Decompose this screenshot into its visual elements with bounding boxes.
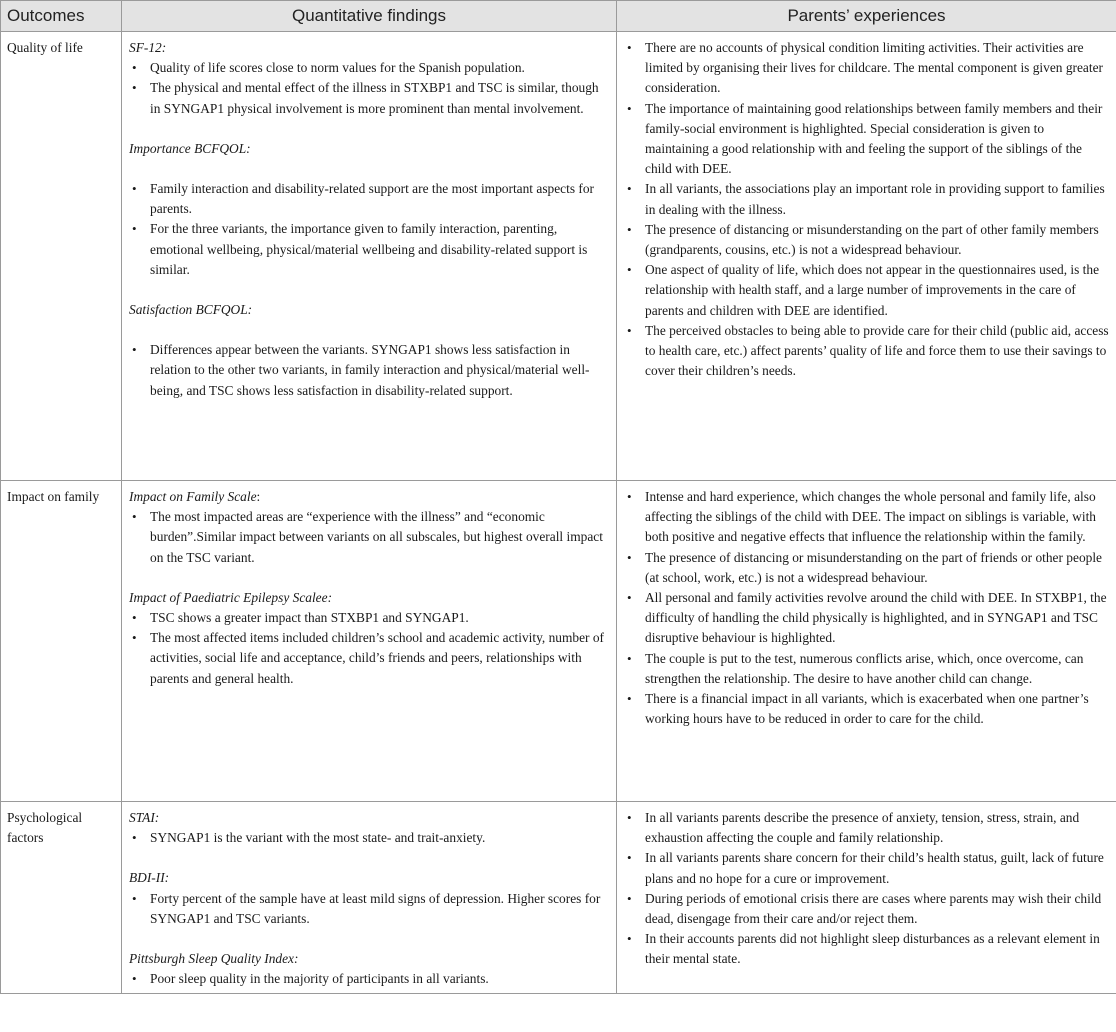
list-item: • The perceived obstacles to being able to provide care for their child (public aid, access to health care, etc.) affect parents’ quality of life and force them to use their savings to cover their children’s needs.: [645, 321, 1110, 382]
list-item: • The presence of distancing or misunderstanding on the part of friends or other people (at school, work, etc.) is not a widespread behaviour.: [645, 548, 1110, 588]
quantitative-cell: [122, 802, 617, 994]
table-row: [1, 481, 1116, 802]
list-item: • Differences appear between the variants. SYNGAP1 shows less satisfaction in relation to the other two variants, in family interaction and physical/material well-being, and TSC shows less satisfaction in disability-related support.: [150, 340, 610, 401]
list-item: • In all variants parents describe the presence of anxiety, tension, stress, strain, and exhaustion affecting the couple and family relationship.: [645, 808, 1110, 848]
outcome-cell: Quality of life: [1, 32, 122, 481]
list-item: • All personal and family activities revolve around the child with DEE. In STXBP1, the difficulty of handling the child physically is highlighted, and in SYNGAP1 and TSC disruptive behaviour is highlighted.: [645, 588, 1110, 649]
section-heading: BDI-II:: [129, 870, 170, 886]
list-item: • In their accounts parents did not highlight sleep disturbances as a relevant element in their mental state.: [645, 929, 1110, 969]
section-heading: Satisfaction BCFQOL:: [129, 302, 253, 318]
list-item: • SYNGAP1 is the variant with the most state- and trait-anxiety.: [150, 828, 610, 848]
header-quantitative: Quantitative findings: [122, 1, 617, 32]
list-item: • Quality of life scores close to norm values for the Spanish population.: [150, 58, 610, 78]
list-item: • The presence of distancing or misunderstanding on the part of other family members (grandparents, cousins, etc.) is not a widespread behaviour.: [645, 220, 1110, 260]
outcome-cell: Impact on family: [1, 481, 122, 802]
experiences-cell: [617, 481, 1116, 802]
section-heading-line: [129, 487, 610, 507]
bullet-list: [129, 969, 610, 989]
quantitative-cell: [122, 32, 617, 481]
bullet-list: [624, 487, 1110, 729]
list-item: • The importance of maintaining good relationships between family members and their family-social environment is highlighted. Special consideration is given to maintaining a good relationship with and feeling the support of the siblings of the child with DEE.: [645, 99, 1110, 180]
section-heading: Importance BCFQOL:: [129, 140, 251, 156]
header-outcomes: Outcomes: [1, 1, 122, 32]
list-item: • Family interaction and disability-related support are the most important aspects for parents.: [150, 179, 610, 219]
list-item: • During periods of emotional crisis there are cases where parents may wish their child dead, disengage from their care and/or reject them.: [645, 889, 1110, 929]
list-item: • There are no accounts of physical condition limiting activities. Their activities are limited by organising their lives for childcare. The mental component is given greater consideration.: [645, 38, 1110, 99]
header-row: [1, 1, 1116, 32]
list-item: • There is a financial impact in all variants, which is exacerbated when one partner’s working hours have to be reduced in order to care for the child.: [645, 689, 1110, 729]
section-heading-suffix: :: [256, 489, 261, 504]
bullet-list: [624, 808, 1110, 970]
list-item: • In all variants parents share concern for their child’s health status, guilt, lack of future plans and no hope for a cure or improvement.: [645, 848, 1110, 888]
outcome-cell: Psychological factors: [1, 802, 122, 994]
table-row: [1, 32, 1116, 481]
bullet-list: [624, 38, 1110, 381]
bullet-list: [129, 608, 610, 689]
list-item: • The couple is put to the test, numerous conflicts arise, which, once overcome, can strengthen the relationship. The desire to have another child can change.: [645, 649, 1110, 689]
section-heading: STAI:: [129, 810, 160, 825]
list-item: • Forty percent of the sample have at least mild signs of depression. Higher scores for SYNGAP1 and TSC variants.: [150, 889, 610, 929]
bullet-list: [129, 889, 610, 929]
header-experiences: Parents’ experiences: [617, 1, 1116, 32]
experiences-cell: [617, 802, 1116, 994]
experiences-cell: [617, 32, 1116, 481]
list-item: • TSC shows a greater impact than STXBP1 and SYNGAP1.: [150, 608, 610, 628]
list-item: • The physical and mental effect of the illness in STXBP1 and TSC is similar, though in SYNGAP1 physical involvement is more prominent than mental involvement.: [150, 78, 610, 118]
bullet-list: [129, 340, 610, 401]
list-item: • The most affected items included children’s school and academic activity, number of activities, social life and acceptance, child’s friends and peers, relationships with parents and general health.: [150, 628, 610, 689]
section-heading: SF-12:: [129, 40, 167, 55]
quantitative-cell: [122, 481, 617, 802]
list-item: • In all variants, the associations play an important role in providing support to families in dealing with the illness.: [645, 179, 1110, 219]
list-item: • Intense and hard experience, which changes the whole personal and family life, also affecting the siblings of the child with DEE. The impact on siblings is variable, with both positive and negative effects that influence the relationship within the family.: [645, 487, 1110, 548]
bullet-list: [129, 828, 610, 848]
bullet-list: [129, 58, 610, 119]
bullet-list: [129, 179, 610, 280]
section-heading: Pittsburgh Sleep Quality Index:: [129, 951, 299, 967]
bullet-list: [129, 507, 610, 568]
table-row: [1, 802, 1116, 994]
list-item: • For the three variants, the importance given to family interaction, parenting, emotional wellbeing, physical/material wellbeing and disability-related support is similar.: [150, 219, 610, 280]
list-item: • One aspect of quality of life, which does not appear in the questionnaires used, is the relationship with health staff, and a large number of improvements in the care of parents and children with DEE are identified.: [645, 260, 1110, 321]
list-item: • Poor sleep quality in the majority of participants in all variants.: [150, 969, 610, 989]
section-heading: Impact on Family Scale: [129, 489, 257, 504]
section-heading: Impact of Paediatric Epilepsy Scalee:: [129, 589, 333, 605]
list-item: • The most impacted areas are “experience with the illness” and “economic burden”.Similar impact between variants on all subscales, but highest overall impact on the TSC variant.: [150, 507, 610, 568]
